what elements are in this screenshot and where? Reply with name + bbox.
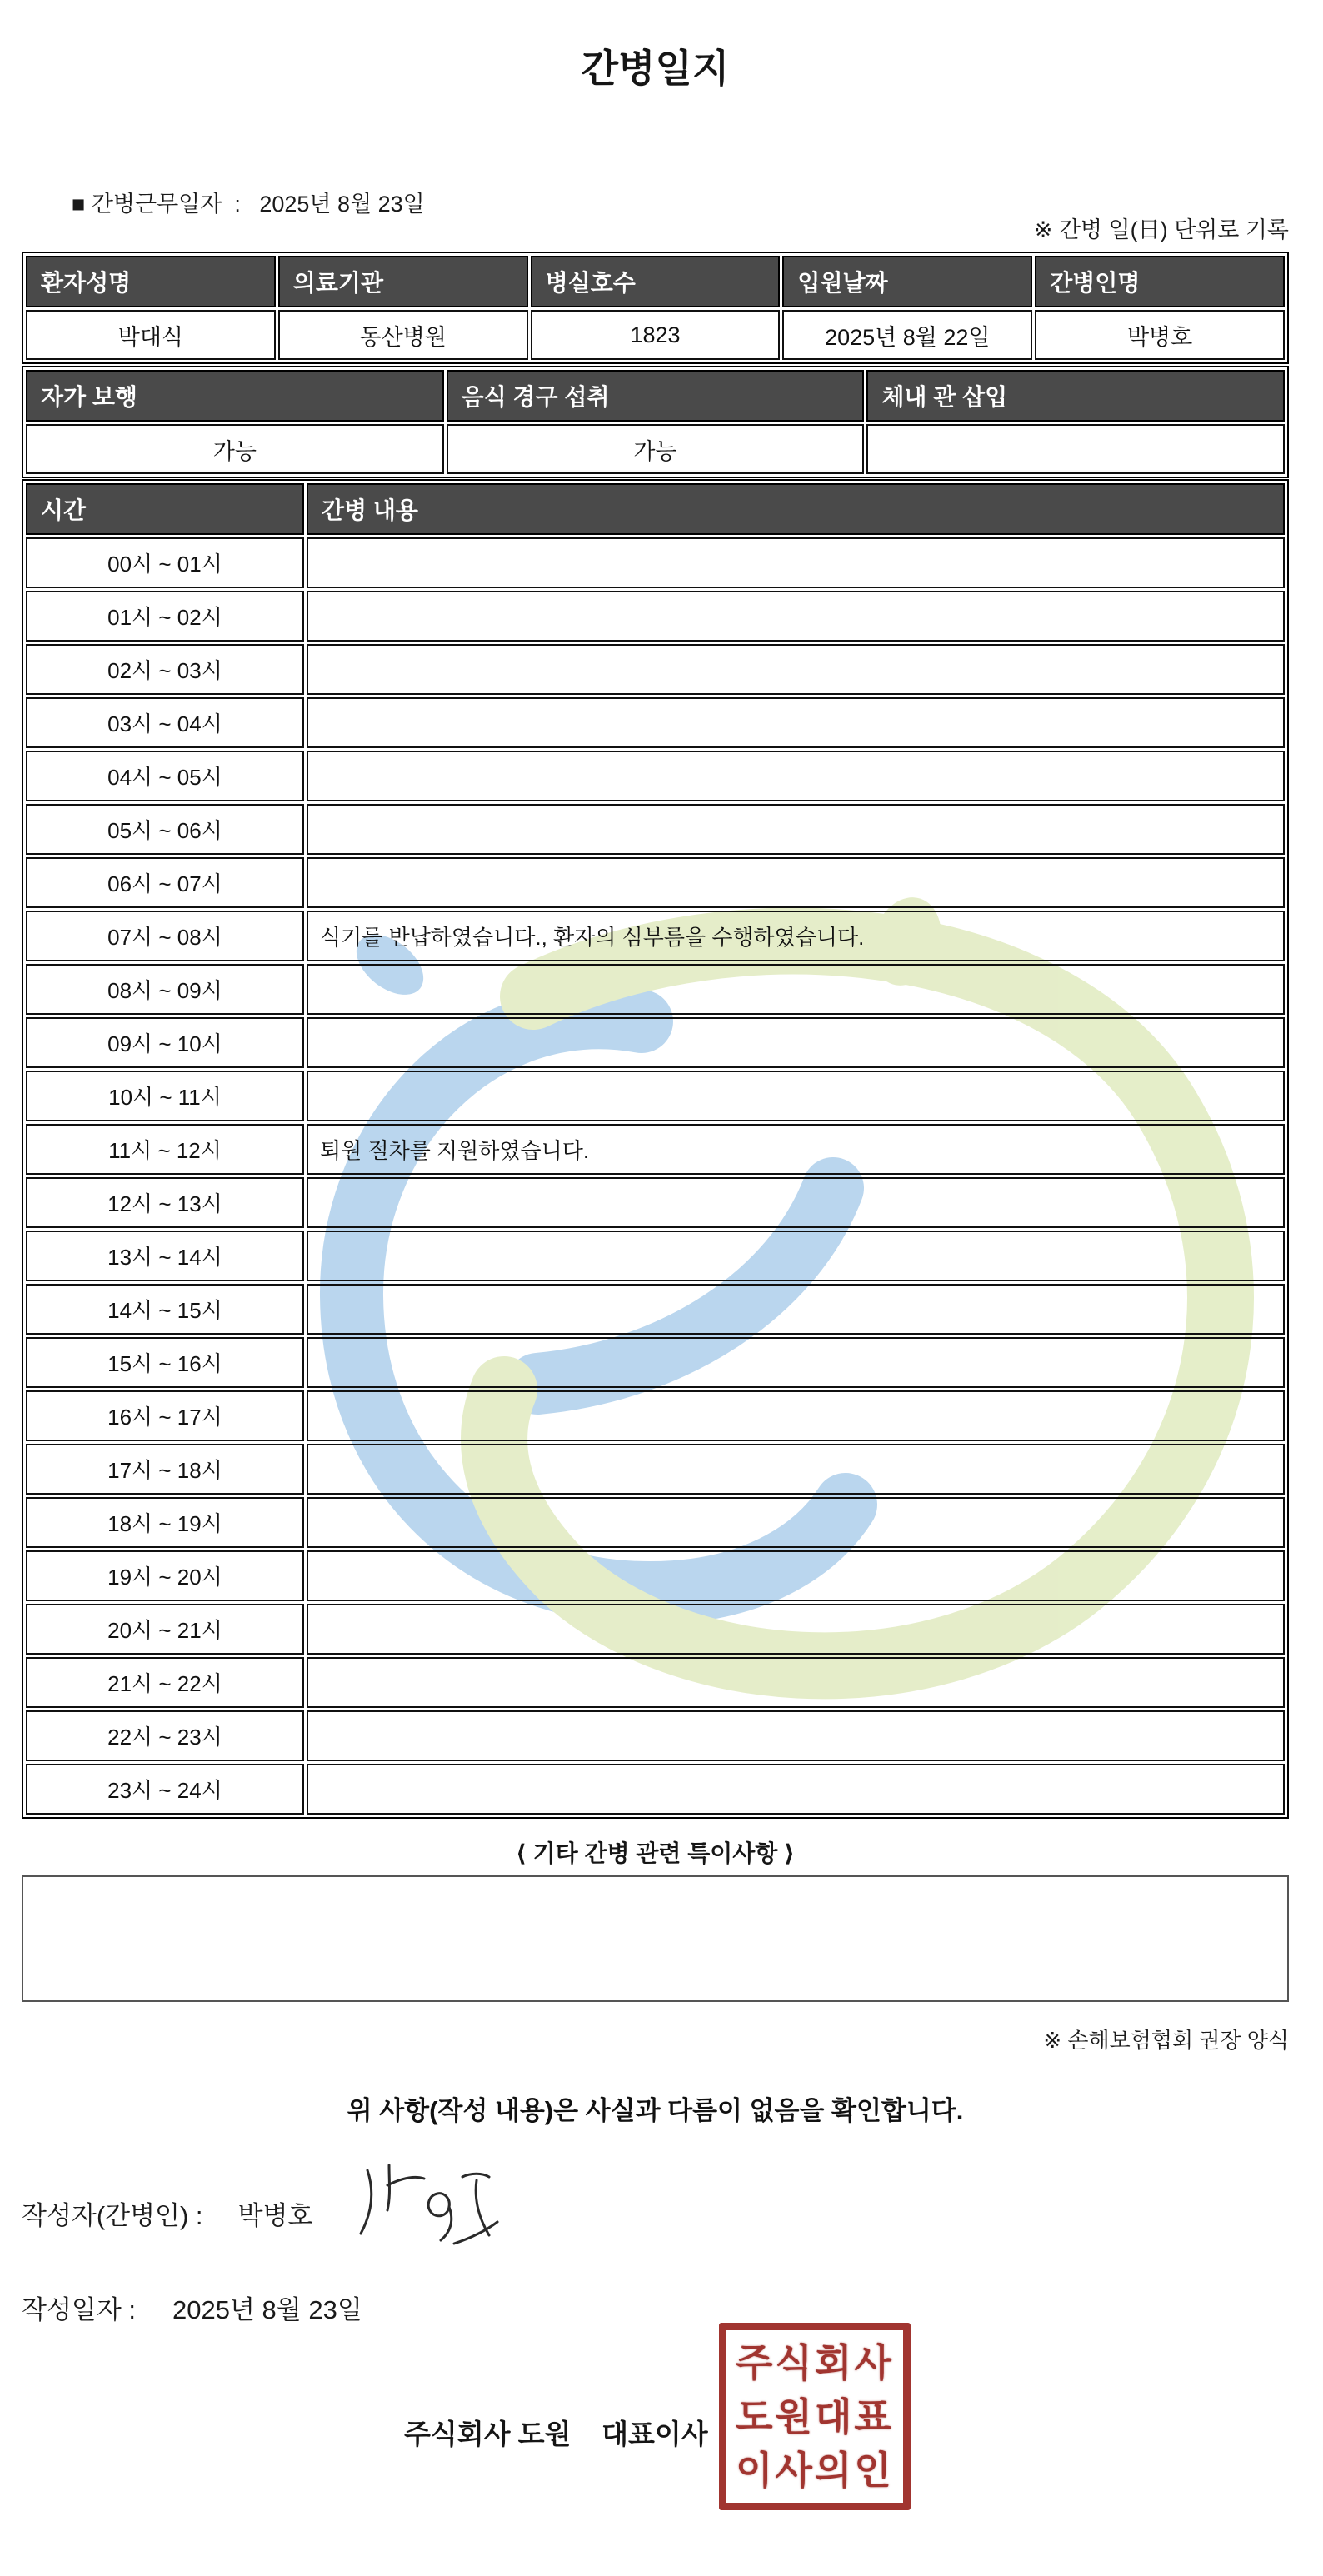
written-date-row [22,2289,1289,2326]
log-row [26,697,1285,748]
patient-name-header: 환자성명 [26,256,276,307]
log-time-cell: 13시 ~ 14시 [26,1231,304,1281]
log-row [26,804,1285,855]
log-content-cell: 퇴원 절차를 지원하였습니다. [307,1124,1285,1175]
log-content-cell [307,804,1285,855]
condition-header-row [26,370,1285,422]
self-walking-value: 가능 [26,424,444,474]
log-content-cell [307,1390,1285,1441]
log-time-cell: 17시 ~ 18시 [26,1444,304,1495]
log-content-cell [307,1231,1285,1281]
company-ceo-line: 주식회사 도원 대표이사 [404,2419,708,2449]
log-row [26,591,1285,642]
log-content-cell [307,1497,1285,1548]
log-time-cell: 07시 ~ 08시 [26,911,304,961]
log-time-cell: 09시 ~ 10시 [26,1017,304,1068]
log-content-cell [307,857,1285,908]
medical-institution-value: 동산병원 [278,310,528,360]
log-time-cell: 21시 ~ 22시 [26,1657,304,1708]
log-row [26,751,1285,801]
log-row [26,1550,1285,1601]
log-content-cell [307,1071,1285,1121]
log-row [26,1710,1285,1761]
time-header: 시간 [26,483,304,535]
tube-insertion-value [866,424,1285,474]
log-time-cell: 11시 ~ 12시 [26,1124,304,1175]
work-date-value: 2025년 8월 23일 [259,192,425,217]
log-row [26,1017,1285,1068]
log-row [26,1337,1285,1388]
care-content-header: 간병 내용 [307,483,1285,535]
confirmation-statement: 위 사항(작성 내용)은 사실과 다름이 없음을 확인합니다. [347,2096,964,2125]
log-row [26,1231,1285,1281]
log-time-cell: 02시 ~ 03시 [26,644,304,695]
log-content-cell [307,1604,1285,1655]
log-content-cell [307,1337,1285,1388]
room-number-header: 병실호수 [531,256,781,307]
log-row [26,1444,1285,1495]
patient-header-row [26,256,1285,307]
insurance-form-note: ※ 손해보험협회 권장 양식 [1043,2028,1289,2053]
log-content-cell: 식기를 반납하였습니다., 환자의 심부름을 수행하였습니다. [307,911,1285,961]
writer-row [22,2174,1289,2252]
log-content-cell [307,591,1285,642]
patient-name-value: 박대식 [26,310,276,360]
log-time-cell: 04시 ~ 05시 [26,751,304,801]
log-content-cell [307,644,1285,695]
log-time-cell: 20시 ~ 21시 [26,1604,304,1655]
log-time-cell: 01시 ~ 02시 [26,591,304,642]
writer-label: 작성자(간병인) : [22,2200,203,2230]
log-row [26,1071,1285,1121]
work-date-spacer [241,192,260,217]
log-row [26,1284,1285,1335]
meta-row [22,160,1289,244]
log-row [26,1124,1285,1175]
company-seal-area [22,2326,1289,2576]
log-content-cell [307,1710,1285,1761]
log-time-cell: 06시 ~ 07시 [26,857,304,908]
log-time-cell: 22시 ~ 23시 [26,1710,304,1761]
log-time-cell: 03시 ~ 04시 [26,697,304,748]
page-title: 간병일지 [581,47,730,90]
log-content-cell [307,1284,1285,1335]
tube-insertion-header: 체내 관 삽입 [866,370,1285,422]
admission-date-header: 입원날짜 [782,256,1032,307]
log-row [26,857,1285,908]
log-time-cell: 08시 ~ 09시 [26,964,304,1015]
log-row [26,644,1285,695]
medical-institution-header: 의료기관 [278,256,528,307]
log-time-cell: 10시 ~ 11시 [26,1071,304,1121]
log-time-cell: 14시 ~ 15시 [26,1284,304,1335]
log-time-cell: 00시 ~ 01시 [26,537,304,588]
log-content-cell [307,1017,1285,1068]
log-row [26,1764,1285,1815]
log-content-cell [307,964,1285,1015]
daily-unit-note: ※ 간병 일(日) 단위로 기록 [1033,217,1289,242]
log-row [26,964,1285,1015]
written-date-value: 2025년 8월 23일 [172,2295,362,2324]
log-content-cell [307,1657,1285,1708]
log-content-cell [307,697,1285,748]
seal-text-line: 주식회사 [736,2340,894,2384]
log-row [26,1497,1285,1548]
condition-value-row [26,424,1285,474]
log-row [26,911,1285,961]
document-content [0,47,1323,2576]
log-row [26,1390,1285,1441]
writer-name: 박병호 [237,2200,313,2230]
log-time-cell: 23시 ~ 24시 [26,1764,304,1815]
care-log-table [22,479,1289,1819]
oral-intake-value: 가능 [447,424,865,474]
corporate-seal-stamp [719,2323,911,2510]
care-journal-document [0,47,1323,2493]
seal-text-line: 이사의인 [736,2449,894,2493]
log-time-cell: 12시 ~ 13시 [26,1177,304,1228]
log-row [26,537,1285,588]
log-row [26,1657,1285,1708]
seal-text-line: 도원대표 [736,2394,894,2439]
work-date-line [22,160,425,244]
log-row [26,1177,1285,1228]
log-time-cell: 16시 ~ 17시 [26,1390,304,1441]
log-time-cell: 18시 ~ 19시 [26,1497,304,1548]
log-content-cell [307,537,1285,588]
admission-date-value: 2025년 8월 22일 [782,310,1032,360]
signature-handwriting [356,2162,502,2252]
log-time-cell: 15시 ~ 16시 [26,1337,304,1388]
patient-info-table [22,252,1289,364]
log-content-cell [307,1764,1285,1815]
special-notes-heading: ⟨ 기타 간병 관련 특이사항 ⟩ [516,1840,795,1866]
work-date-label: ■ 간병근무일자 : [72,192,241,217]
caregiver-name-value: 박병호 [1035,310,1285,360]
log-content-cell [307,1550,1285,1601]
self-walking-header: 자가 보행 [26,370,444,422]
log-time-cell: 19시 ~ 20시 [26,1550,304,1601]
log-row [26,1604,1285,1655]
log-content-cell [307,1177,1285,1228]
log-time-cell: 05시 ~ 06시 [26,804,304,855]
caregiver-name-header: 간병인명 [1035,256,1285,307]
log-content-cell [307,751,1285,801]
log-header-row [26,483,1285,535]
condition-table [22,366,1289,478]
log-content-cell [307,1444,1285,1495]
patient-value-row [26,310,1285,360]
written-date-label: 작성일자 : [22,2295,137,2324]
special-notes-box [22,1875,1289,2002]
oral-intake-header: 음식 경구 섭취 [447,370,865,422]
room-number-value: 1823 [531,310,781,360]
